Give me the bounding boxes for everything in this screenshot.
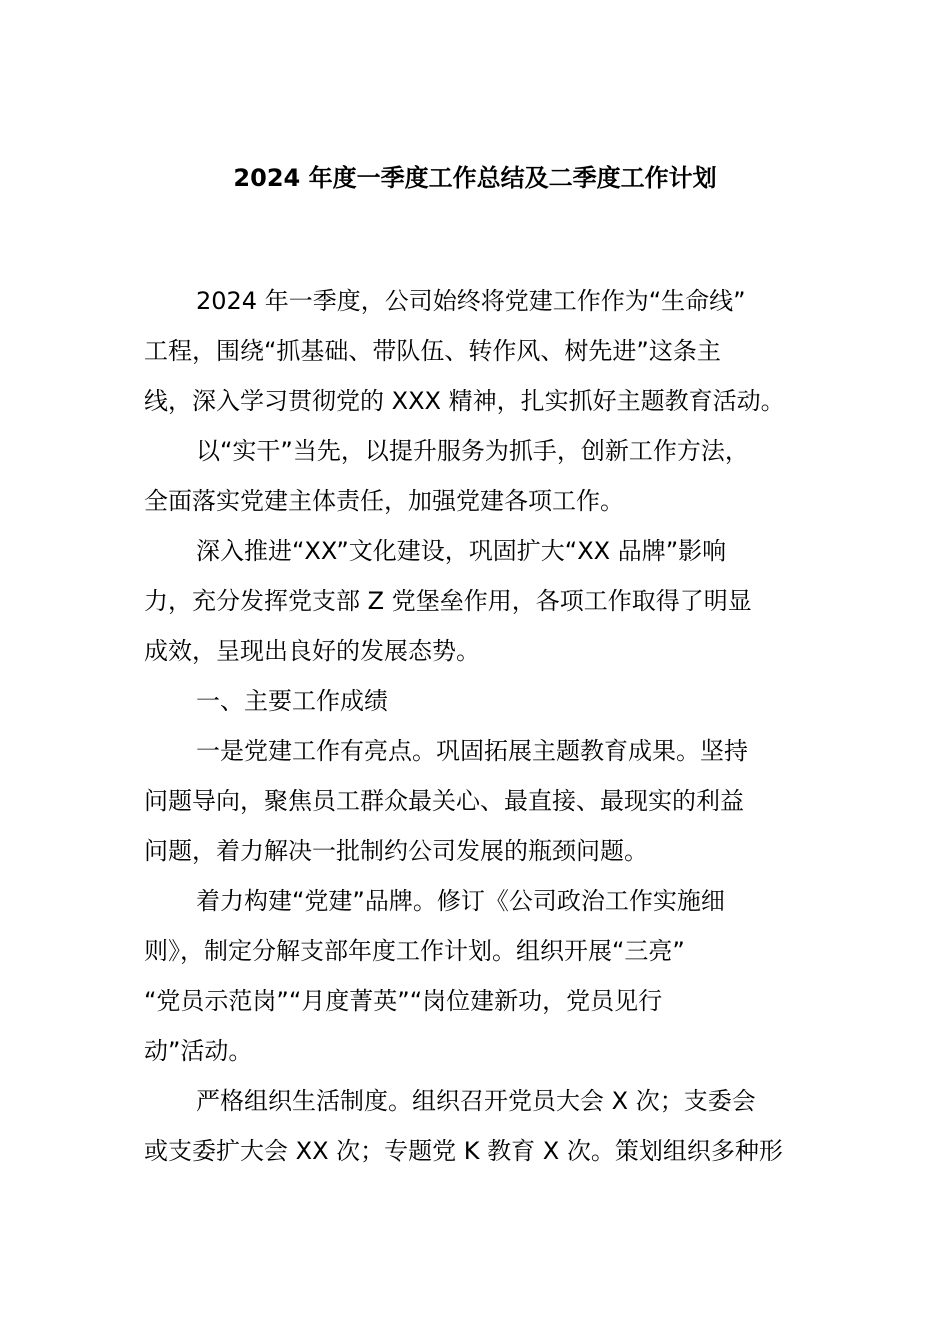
paragraph-highlights [144,726,814,876]
text-line: 成效，呈现出良好的发展态势。 [144,637,480,665]
text-line: 2024 年一季度，公司始终将党建工作作为“生命线” [196,287,746,315]
text-line: 一、主要工作成绩 [196,687,388,715]
text-line: 动”活动。 [144,1037,253,1065]
text-line: 问题导向，聚焦员工群众最关心、最直接、最现实的利益 [144,787,744,815]
text-line: 严格组织生活制度。组织召开党员大会 X 次；支委会 [196,1087,756,1115]
text-line: 深入推进“XX”文化建设，巩固扩大“XX 品牌”影响 [196,537,727,565]
text-line: 工程，围绕“抓基础、带队伍、转作风、树先进”这条主 [144,337,721,365]
text-line: 则》，制定分解支部年度工作计划。组织开展“三亮” [144,937,685,965]
text-line: “党员示范岗”“月度菁英”“岗位建新功，党员见行 [144,987,663,1015]
text-line: 以“实干”当先，以提升服务为抓手，创新工作方法， [196,437,749,465]
document-body [144,276,814,1176]
text-line: 全面落实党建主体责任，加强党建各项工作。 [144,487,624,515]
paragraph-practical [144,426,814,526]
text-line: 力，充分发挥党支部 Z 党堡垒作用，各项工作取得了明显 [144,587,752,615]
document-title: 2024 年度一季度工作总结及二季度工作计划 [233,164,717,192]
text-line: 一是党建工作有亮点。巩固拓展主题教育成果。坚持 [196,737,748,765]
paragraph-intro [144,276,814,426]
section-heading [144,676,814,726]
text-line: 问题，着力解决一批制约公司发展的瓶颈问题。 [144,837,648,865]
paragraph-culture [144,526,814,676]
paragraph-brand [144,876,814,1076]
text-line: 着力构建“党建”品牌。修订《公司政治工作实施细 [196,887,725,915]
text-line: 线，深入学习贯彻党的 XXX 精神，扎实抓好主题教育活动。 [144,387,785,415]
text-line: 或支委扩大会 XX 次；专题党 K 教育 X 次。策划组织多种形 [144,1137,783,1165]
paragraph-organization [144,1076,814,1176]
